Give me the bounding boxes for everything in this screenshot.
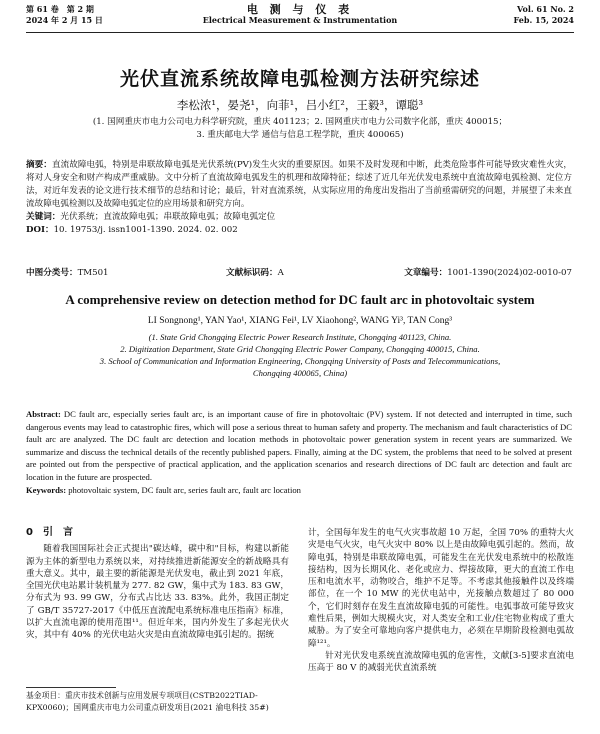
affiliations-cn: [60, 116, 540, 142]
doi-text: 10. 19753/j. issn1001-1390. 2024. 02. 002: [53, 225, 238, 235]
journal-name-cn: 电 测 与 仪 表: [246, 3, 354, 16]
clc-code: 中图分类号：TM501: [26, 268, 109, 278]
affiliations-en: [40, 331, 560, 379]
keywords-cn-label: 关键词：: [26, 212, 61, 222]
abstract-cn-label: 摘要：: [26, 160, 52, 170]
authors-en: LI Songnong¹, YAN Yao¹, XIANG Fei¹, LV Xiaohong², WANG Yi³, TAN Cong³: [147, 316, 453, 326]
keywords-en: [26, 484, 572, 497]
funding-footnote: 基金项目：重庆市技术创新与应用发展专项项目(CSTB2022TIAD-KPX0060)；国网重庆市电力公司重点研发项目(2021 渝电科技 35#): [26, 691, 269, 712]
keywords-cn: [26, 211, 572, 224]
affiliation-en-line: 3. School of Communication and Information Engineering, Chongqing University of Posts and Telecommunications,: [99, 356, 501, 366]
abstract-en-label: Abstract:: [26, 409, 61, 419]
section-heading-intro: 0 引 言: [26, 527, 73, 538]
document-code: 文献标识码：A: [226, 268, 284, 278]
abstract-en: [26, 408, 572, 496]
affiliation-cn-line: (1. 国网重庆市电力公司电力科学研究院，重庆 401123；2. 国网重庆市电力公司数字化部，重庆 400015；: [92, 117, 508, 127]
article-number: 文章编号：1001-1390(2024)02-0010-07: [404, 268, 572, 278]
keywords-en-text: photovoltaic system, DC fault arc, series fault arc, fault arc location: [66, 484, 301, 495]
header-rule: [26, 32, 574, 33]
affiliation-cn-line: 3. 重庆邮电大学 通信与信息工程学院，重庆 400065): [196, 130, 404, 140]
doi-label: DOI：: [26, 225, 54, 235]
running-header: [26, 4, 574, 32]
vol-issue-cn: 第 61 卷 第 2 期: [26, 4, 94, 14]
abstract-cn-text: 直流故障电弧，特别是串联故障电弧是光伏系统(PV)发生火灾的重要原因。如果不及时发现和中断，此类危险事件可能导致灾难性火灾，将对人身安全和财产构成严重威胁。文中分析了直流故障电弧发生的机理和故障特征；综述了近几年光伏发电系统中直流故障电弧检测、定位方法，对近年发表的论文进行技术细节的总结和讨论；最后，针对直流系统，从实际应用的角度出发指出了当前亟需研究的问题，并展望了未来直流故障电弧检测以及故障电弧定位的应用场景和研究方向。: [26, 160, 572, 209]
date-en: Feb. 15, 2024: [513, 15, 574, 25]
authors-cn: 李松浓¹，晏尧¹，向菲¹，吕小红²，王毅³，谭聪³: [176, 98, 424, 112]
header-right: [514, 4, 574, 26]
keywords-en-label: Keywords:: [26, 484, 67, 495]
abstract-cn-body: [26, 159, 572, 211]
abstract-en-body: [26, 408, 572, 484]
date-cn: 2024 年 2 月 15 日: [26, 15, 103, 25]
body-column-right: [308, 527, 574, 675]
classification-row: [26, 266, 572, 279]
vol-issue-en: Vol. 61 No. 2: [517, 4, 574, 14]
header-center: [26, 4, 574, 26]
intro-paragraph-right-2: 针对光伏发电系统直流故障电弧的危害性，文献[3-5]要求直流电压高于 80 V 的减弱光伏直流系统: [308, 650, 574, 674]
intro-paragraph-left: 随着我国国际社会正式提出"碳达峰，碳中和"目标，构建以新能源为主体的新型电力系统以来，对持续推进新能源安全的新战略具有重大意义。其中，最主要的新能源是光伏发电，截止到 2021 年底，全国光伏电站累计装机量为 277. 82 GW，集中式为 183. 83 GW，分布式为 93. 99 GW，分布式占比达 33. 83%。此外，我国正制定了 GB/T 35727-2017《中低压直流配电系统标准电压指南》标准，以扩大直流电源的使用范围¹¹。但近年来，国内外发生了多起光伏火灾，其中有 40% 的光伏电站火灾是由直流故障电弧引起的。据统: [26, 544, 289, 641]
affiliation-en-line: Chongqing 400065, China): [252, 368, 348, 378]
abstract-cn: [26, 159, 572, 237]
paper-title-cn: 光伏直流系统故障电弧检测方法研究综述: [119, 68, 480, 90]
abstract-en-text: DC fault arc, especially series fault arc, is an important cause of fire in photovoltaic (PV) system. If not detected and interrupted in time, such dangerous events may lead to catastrophic fires, which will pose a serious threat to human safety and property. The mechanism and fault characteristics of DC fault arc are analyzed. The DC fault arc detection and location methods in photovoltaic power generation system in recent years are summarized. We summarize and discuss the technical details of the recently published papers. Finally, aiming at the DC system, the problems that need to be solved at present are pointed out from the perspective of practical application, and the application scenarios and research directions of DC fault arc detection and fault arc location in the future are prospected.: [26, 409, 572, 482]
affiliation-en-line: 2. Digitization Department, State Grid Chongqing Electric Power Company, Chongqing 400015, China.: [120, 344, 480, 354]
paper-title-en: A comprehensive review on detection method for DC fault arc in photovoltaic system: [65, 292, 535, 307]
journal-name-en: Electrical Measurement & Instrumentation: [202, 15, 398, 25]
doi: [26, 224, 572, 237]
affiliation-en-line: (1. State Grid Chongqing Electric Power Research Institute, Chongqing 401123, China.: [148, 332, 452, 342]
body-column-left: [26, 527, 289, 642]
footnote-rule: [26, 687, 116, 688]
keywords-cn-text: 光伏系统；直流故障电弧；串联故障电弧；故障电弧定位: [60, 212, 276, 222]
intro-paragraph-right: 计，全国每年发生的电气火灾事故超 10 万起，全国 70% 的重特大火灾是电气火灾，电气火灾中 80% 以上是由故障电弧引起的。然而，故障电弧，特别是串联故障电弧，可能发生在光伏发电系统中的松散连接结构，因为长期风化、老化或应力、焊接故障，更大的直流工作电压和电流水平，动物咬合，维护不足等。不考虑其他接触件以及终端部位，在一个 10 MW 的光伏电站中，光接触点数超过了 80 000 个，它们时刻存在发生直流故障电弧的可能性。电弧事故可能导致灾难性后果，例如大规模火灾，对人类安全和工业/住宅物业构成了重大威胁。为了安全可靠地向客户提供电力，必须在早期阶段检测电弧故障¹²¹。: [308, 528, 574, 649]
